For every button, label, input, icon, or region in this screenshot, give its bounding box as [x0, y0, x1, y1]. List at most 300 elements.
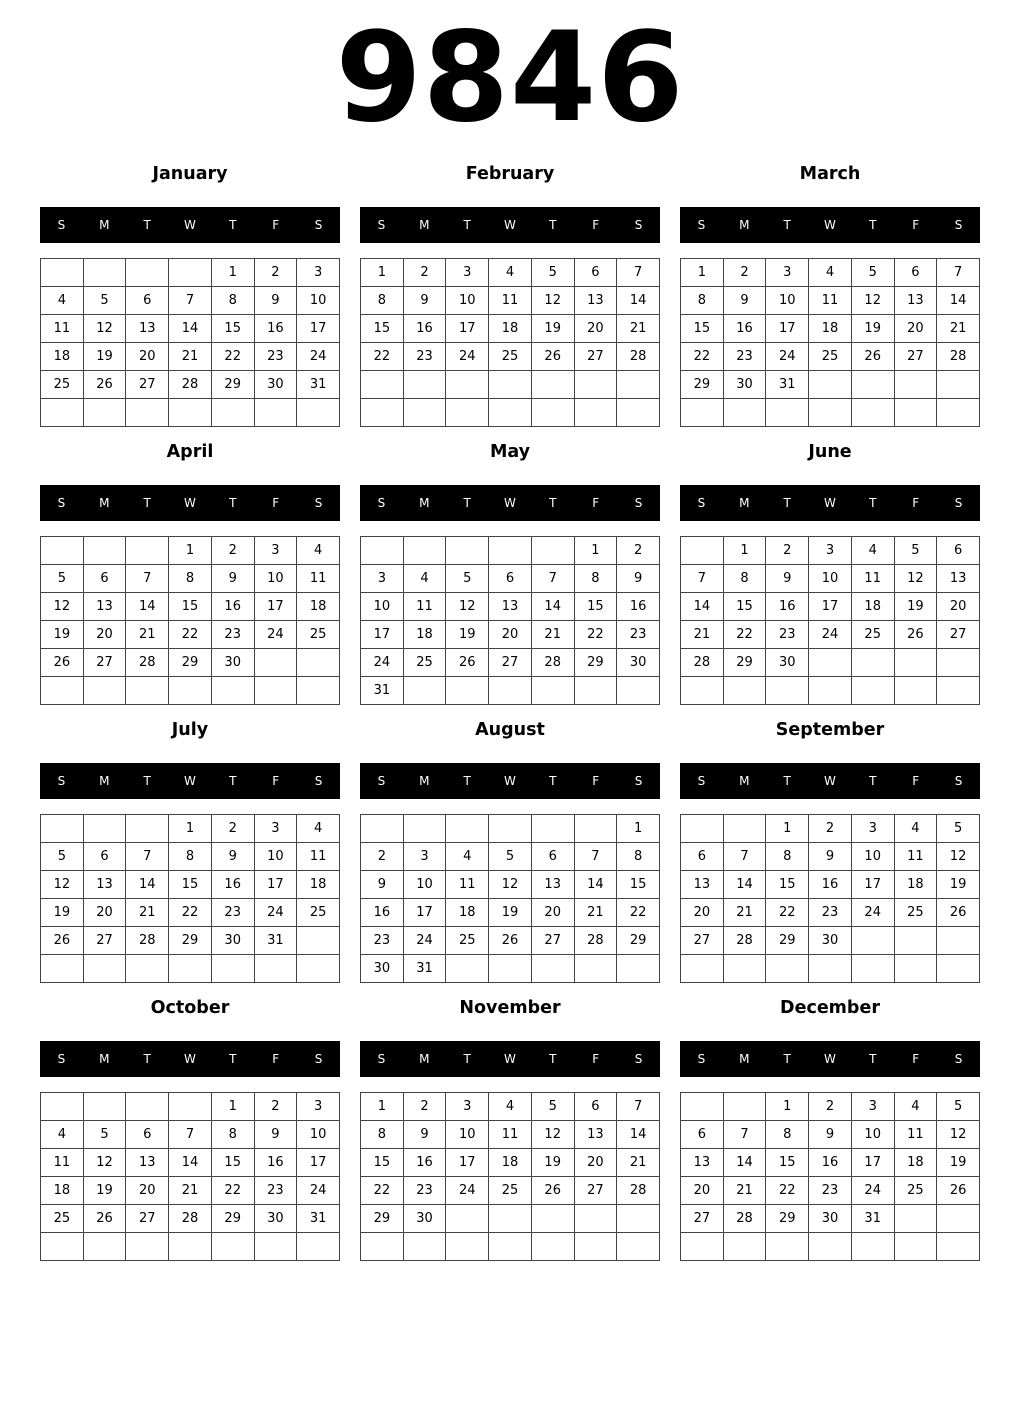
day-cell: 22	[169, 899, 212, 927]
day-cell: 19	[84, 343, 127, 371]
day-cell: 7	[681, 565, 724, 593]
day-cell: 13	[681, 1149, 724, 1177]
day-cell: 10	[297, 1121, 340, 1149]
day-cell: 4	[297, 537, 340, 565]
month-october	[40, 994, 340, 1272]
day-cell: 10	[255, 843, 298, 871]
day-cell: 6	[681, 843, 724, 871]
day-cell: 5	[41, 565, 84, 593]
day-cell: 7	[126, 565, 169, 593]
month-december	[680, 994, 980, 1272]
day-cell: 8	[575, 565, 618, 593]
day-cell: 18	[895, 871, 938, 899]
day-cell: 18	[489, 315, 532, 343]
day-cell: 13	[532, 871, 575, 899]
month-name: November	[459, 998, 561, 1018]
day-cell: 4	[297, 815, 340, 843]
day-cell: 29	[766, 1205, 809, 1233]
day-cell: 17	[255, 871, 298, 899]
day-cell: 19	[41, 621, 84, 649]
day-cell: 27	[681, 1205, 724, 1233]
day-cell: 12	[532, 1121, 575, 1149]
day-cell: 7	[169, 287, 212, 315]
day-cell: 25	[41, 1205, 84, 1233]
day-cell: 19	[895, 593, 938, 621]
weekday-header	[680, 485, 980, 521]
month-name: October	[150, 998, 230, 1018]
day-cell: 2	[809, 815, 852, 843]
weekday-label: F	[912, 774, 920, 788]
day-cell: 17	[361, 621, 404, 649]
day-cell: 1	[169, 537, 212, 565]
day-cell: 9	[617, 565, 660, 593]
day-cell: 29	[169, 927, 212, 955]
day-cell: 17	[446, 315, 489, 343]
day-cell: 2	[404, 259, 447, 287]
day-cell	[724, 677, 767, 705]
month-name: September	[775, 720, 885, 740]
day-cell: 28	[724, 927, 767, 955]
day-cell: 15	[575, 593, 618, 621]
weekday-label: W	[824, 1052, 836, 1066]
day-cell: 14	[937, 287, 980, 315]
day-cell: 14	[617, 287, 660, 315]
day-cell: 9	[255, 287, 298, 315]
day-cell	[809, 649, 852, 677]
day-cell	[41, 399, 84, 427]
day-cell	[126, 1233, 169, 1261]
day-cell	[255, 649, 298, 677]
day-cell: 27	[126, 1205, 169, 1233]
day-cell: 14	[169, 1149, 212, 1177]
day-cell: 11	[489, 1121, 532, 1149]
day-cell	[617, 371, 660, 399]
weekday-label: S	[697, 496, 706, 510]
day-cell: 27	[575, 343, 618, 371]
day-cell: 11	[404, 593, 447, 621]
day-cell: 6	[575, 1093, 618, 1121]
weekday-label: W	[504, 774, 516, 788]
day-cell: 17	[852, 871, 895, 899]
day-cell: 20	[84, 621, 127, 649]
day-cell: 5	[41, 843, 84, 871]
day-cell: 28	[532, 649, 575, 677]
weekday-label: T	[143, 218, 151, 232]
weekday-label: S	[57, 218, 66, 232]
day-cell	[724, 955, 767, 983]
day-cell: 16	[361, 899, 404, 927]
day-cell: 14	[575, 871, 618, 899]
day-cell: 4	[489, 1093, 532, 1121]
month-june	[680, 438, 980, 716]
day-cell: 19	[532, 315, 575, 343]
weekday-label: T	[229, 1052, 237, 1066]
day-cell: 24	[809, 621, 852, 649]
day-cell	[575, 1233, 618, 1261]
day-cell: 14	[681, 593, 724, 621]
weekday-label: M	[99, 1052, 110, 1066]
month-name: February	[465, 164, 555, 184]
weekday-label: S	[57, 1052, 66, 1066]
day-cell: 27	[681, 927, 724, 955]
day-cell: 21	[169, 1177, 212, 1205]
day-cell	[41, 677, 84, 705]
day-cell: 16	[212, 871, 255, 899]
day-cell: 25	[446, 927, 489, 955]
day-cell: 2	[255, 1093, 298, 1121]
day-cell: 12	[41, 871, 84, 899]
day-cell: 6	[895, 259, 938, 287]
day-cell	[937, 399, 980, 427]
day-cell	[852, 399, 895, 427]
day-cell: 1	[766, 1093, 809, 1121]
weekday-label: S	[634, 496, 643, 510]
day-cell	[489, 1233, 532, 1261]
day-cell: 13	[84, 871, 127, 899]
weekday-label: M	[739, 496, 750, 510]
day-cell: 7	[575, 843, 618, 871]
weekday-label: T	[463, 496, 471, 510]
day-cell: 4	[895, 815, 938, 843]
day-cell: 9	[404, 287, 447, 315]
weekday-label: S	[954, 1052, 963, 1066]
day-cell: 30	[212, 927, 255, 955]
day-cell: 21	[126, 899, 169, 927]
day-cell	[766, 955, 809, 983]
day-cell	[895, 677, 938, 705]
weekday-label: T	[549, 774, 557, 788]
day-cell: 4	[446, 843, 489, 871]
month-may	[360, 438, 660, 716]
day-cell: 7	[724, 1121, 767, 1149]
day-cell	[895, 955, 938, 983]
day-cell: 28	[169, 1205, 212, 1233]
day-cell	[852, 371, 895, 399]
day-cell: 24	[852, 899, 895, 927]
day-cell: 8	[169, 565, 212, 593]
day-grid	[680, 258, 980, 427]
day-cell	[937, 1233, 980, 1261]
day-cell: 10	[852, 1121, 895, 1149]
day-cell	[361, 371, 404, 399]
day-cell: 20	[575, 315, 618, 343]
day-cell: 26	[532, 1177, 575, 1205]
day-cell: 21	[937, 315, 980, 343]
day-cell: 12	[895, 565, 938, 593]
weekday-header	[40, 485, 340, 521]
day-cell: 3	[255, 537, 298, 565]
day-cell: 25	[809, 343, 852, 371]
day-cell	[404, 371, 447, 399]
day-cell: 21	[617, 1149, 660, 1177]
day-cell	[404, 815, 447, 843]
day-cell	[126, 537, 169, 565]
day-cell	[575, 371, 618, 399]
day-cell	[895, 371, 938, 399]
day-cell	[532, 815, 575, 843]
weekday-label: S	[314, 1052, 323, 1066]
weekday-label: T	[783, 774, 791, 788]
day-cell: 20	[681, 899, 724, 927]
day-cell: 13	[681, 871, 724, 899]
day-cell: 23	[255, 1177, 298, 1205]
day-cell: 11	[41, 315, 84, 343]
day-cell: 31	[404, 955, 447, 983]
day-cell: 31	[255, 927, 298, 955]
day-cell: 20	[84, 899, 127, 927]
day-cell: 13	[937, 565, 980, 593]
weekday-label: W	[184, 1052, 196, 1066]
day-cell: 2	[255, 259, 298, 287]
day-cell: 1	[169, 815, 212, 843]
day-cell: 18	[297, 593, 340, 621]
weekday-label: T	[143, 774, 151, 788]
day-cell	[575, 1205, 618, 1233]
day-cell: 28	[724, 1205, 767, 1233]
weekday-label: S	[634, 774, 643, 788]
weekday-header	[40, 207, 340, 243]
day-cell	[937, 649, 980, 677]
day-cell	[724, 1093, 767, 1121]
day-cell: 2	[212, 815, 255, 843]
weekday-header	[40, 1041, 340, 1077]
weekday-label: M	[419, 1052, 430, 1066]
day-grid	[40, 1092, 340, 1261]
weekday-label: F	[592, 1052, 600, 1066]
day-cell	[895, 399, 938, 427]
day-cell: 3	[404, 843, 447, 871]
month-november	[360, 994, 660, 1272]
day-cell: 6	[681, 1121, 724, 1149]
day-cell: 12	[84, 315, 127, 343]
year-title: 9846	[335, 6, 685, 150]
day-cell: 22	[361, 1177, 404, 1205]
day-cell	[895, 927, 938, 955]
day-cell: 10	[446, 1121, 489, 1149]
day-cell	[532, 955, 575, 983]
weekday-label: W	[504, 218, 516, 232]
weekday-label: W	[184, 218, 196, 232]
day-cell: 2	[766, 537, 809, 565]
month-name: May	[489, 442, 531, 462]
day-cell: 29	[212, 1205, 255, 1233]
weekday-label: S	[57, 496, 66, 510]
day-cell: 3	[446, 259, 489, 287]
day-cell: 8	[361, 1121, 404, 1149]
day-cell: 25	[895, 1177, 938, 1205]
day-cell: 6	[489, 565, 532, 593]
day-cell: 8	[169, 843, 212, 871]
day-cell	[809, 677, 852, 705]
weekday-header	[680, 207, 980, 243]
day-cell	[446, 1233, 489, 1261]
day-cell: 30	[809, 1205, 852, 1233]
day-cell	[84, 259, 127, 287]
day-cell	[446, 1205, 489, 1233]
day-cell: 19	[84, 1177, 127, 1205]
day-cell: 26	[84, 1205, 127, 1233]
day-cell: 25	[297, 621, 340, 649]
day-cell: 10	[766, 287, 809, 315]
day-cell	[446, 815, 489, 843]
day-cell	[169, 1093, 212, 1121]
weekday-label: F	[272, 496, 280, 510]
day-cell	[255, 955, 298, 983]
day-cell: 13	[126, 315, 169, 343]
weekday-label: S	[697, 218, 706, 232]
day-cell	[41, 955, 84, 983]
weekday-label: S	[954, 218, 963, 232]
day-cell	[937, 371, 980, 399]
day-cell: 7	[532, 565, 575, 593]
day-cell: 6	[575, 259, 618, 287]
day-cell	[895, 1233, 938, 1261]
day-cell	[212, 1233, 255, 1261]
weekday-label: S	[377, 774, 386, 788]
day-cell	[361, 815, 404, 843]
day-cell: 12	[446, 593, 489, 621]
weekday-label: W	[184, 774, 196, 788]
day-cell: 23	[404, 1177, 447, 1205]
day-cell	[681, 537, 724, 565]
day-cell	[169, 955, 212, 983]
day-cell: 21	[681, 621, 724, 649]
day-cell: 6	[532, 843, 575, 871]
day-cell	[361, 399, 404, 427]
day-cell	[404, 677, 447, 705]
day-cell: 26	[84, 371, 127, 399]
day-cell	[937, 677, 980, 705]
day-cell: 31	[766, 371, 809, 399]
day-cell	[255, 1233, 298, 1261]
day-cell	[681, 677, 724, 705]
day-cell: 25	[297, 899, 340, 927]
day-cell: 1	[212, 1093, 255, 1121]
day-cell: 28	[126, 649, 169, 677]
day-cell: 10	[446, 287, 489, 315]
day-cell	[532, 1233, 575, 1261]
weekday-label: S	[634, 218, 643, 232]
day-cell: 13	[895, 287, 938, 315]
day-cell: 29	[617, 927, 660, 955]
day-grid	[40, 536, 340, 705]
day-cell: 8	[766, 1121, 809, 1149]
day-cell: 26	[532, 343, 575, 371]
day-cell: 13	[84, 593, 127, 621]
day-cell: 2	[809, 1093, 852, 1121]
day-cell	[895, 1205, 938, 1233]
day-cell: 30	[724, 371, 767, 399]
day-cell: 4	[895, 1093, 938, 1121]
day-cell: 16	[255, 315, 298, 343]
day-cell: 18	[852, 593, 895, 621]
day-cell: 22	[169, 621, 212, 649]
day-cell: 28	[169, 371, 212, 399]
day-cell: 23	[724, 343, 767, 371]
day-cell: 20	[126, 343, 169, 371]
day-cell: 3	[852, 1093, 895, 1121]
day-cell	[575, 955, 618, 983]
day-cell: 4	[809, 259, 852, 287]
day-cell: 25	[852, 621, 895, 649]
day-cell: 19	[532, 1149, 575, 1177]
day-cell	[126, 815, 169, 843]
day-cell: 22	[724, 621, 767, 649]
day-cell	[575, 815, 618, 843]
day-cell	[766, 677, 809, 705]
day-grid	[360, 1092, 660, 1261]
months-grid	[40, 160, 980, 1272]
day-cell: 19	[41, 899, 84, 927]
day-cell	[681, 1093, 724, 1121]
day-cell: 3	[297, 259, 340, 287]
day-cell	[126, 677, 169, 705]
day-cell: 14	[724, 871, 767, 899]
day-cell: 17	[446, 1149, 489, 1177]
day-cell	[895, 649, 938, 677]
day-cell: 31	[297, 371, 340, 399]
day-cell	[852, 955, 895, 983]
weekday-label: T	[549, 496, 557, 510]
day-cell: 9	[212, 843, 255, 871]
day-cell	[297, 927, 340, 955]
day-cell: 20	[532, 899, 575, 927]
day-cell: 27	[532, 927, 575, 955]
day-cell: 27	[895, 343, 938, 371]
day-cell: 5	[446, 565, 489, 593]
weekday-header	[360, 763, 660, 799]
day-cell: 12	[532, 287, 575, 315]
day-cell: 31	[852, 1205, 895, 1233]
day-cell: 15	[361, 315, 404, 343]
day-cell: 15	[617, 871, 660, 899]
day-cell: 17	[297, 1149, 340, 1177]
day-cell: 19	[852, 315, 895, 343]
weekday-label: T	[549, 1052, 557, 1066]
day-cell: 3	[809, 537, 852, 565]
day-cell	[489, 1205, 532, 1233]
day-cell: 12	[937, 843, 980, 871]
day-cell: 1	[212, 259, 255, 287]
day-grid	[360, 258, 660, 427]
day-cell	[169, 399, 212, 427]
day-cell: 19	[446, 621, 489, 649]
day-cell	[361, 1233, 404, 1261]
day-cell: 24	[255, 621, 298, 649]
month-july	[40, 716, 340, 994]
weekday-label: F	[912, 218, 920, 232]
weekday-label: T	[869, 1052, 877, 1066]
day-cell	[489, 815, 532, 843]
day-cell: 15	[766, 871, 809, 899]
day-cell: 5	[895, 537, 938, 565]
day-cell: 5	[489, 843, 532, 871]
day-cell	[489, 399, 532, 427]
day-cell: 26	[852, 343, 895, 371]
day-cell: 6	[126, 287, 169, 315]
day-cell: 7	[169, 1121, 212, 1149]
weekday-label: T	[869, 774, 877, 788]
weekday-label: M	[419, 774, 430, 788]
day-cell: 22	[212, 343, 255, 371]
day-cell	[404, 399, 447, 427]
weekday-label: T	[143, 496, 151, 510]
day-cell: 2	[361, 843, 404, 871]
day-cell	[937, 955, 980, 983]
weekday-header	[360, 1041, 660, 1077]
month-april	[40, 438, 340, 716]
day-cell: 6	[937, 537, 980, 565]
